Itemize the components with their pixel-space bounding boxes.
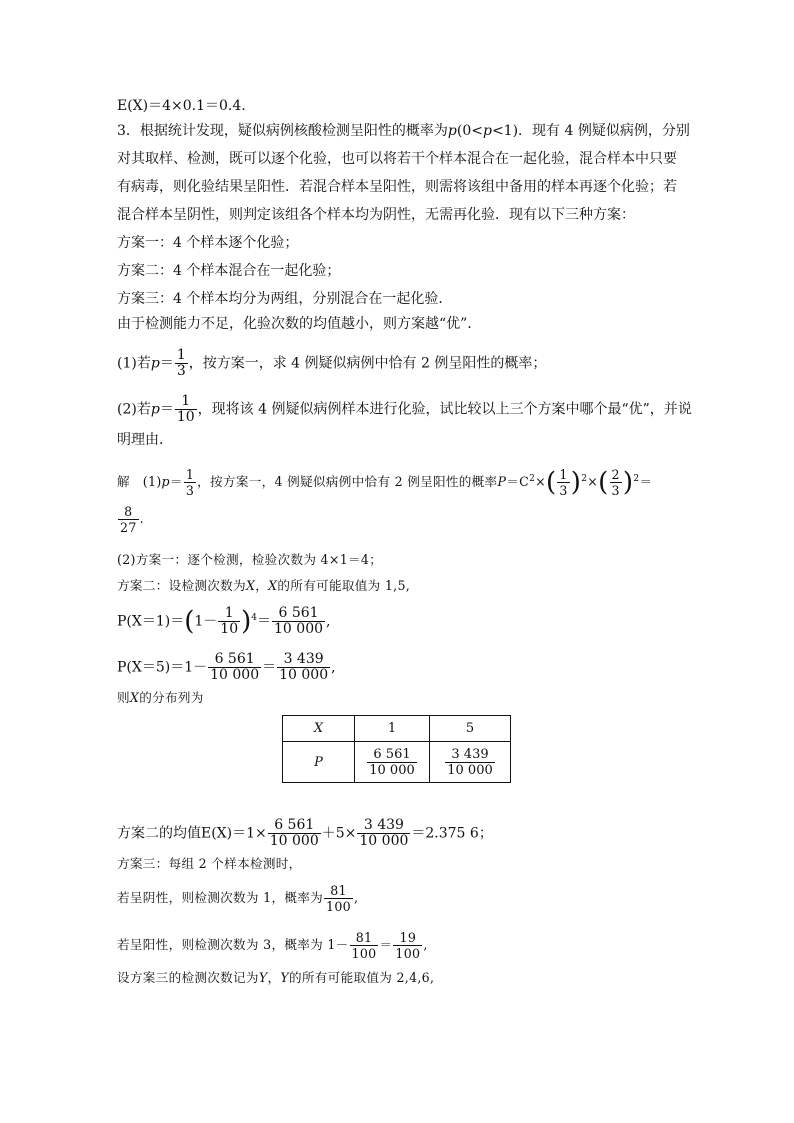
fraction: $\frac{19}{100}$: [395, 930, 421, 961]
fraction: $\frac{1}{10}$: [220, 605, 239, 637]
positive-case-line: 若呈阳性，则检测次数为 3，概率为 1－ $\frac{81}{100}$ ＝ $\frac{19}{100}$ ,: [117, 930, 428, 961]
question-2: (2)若p＝ $\frac{1}{10}$ ，现将该 4 例疑似病例样本进行化验，试比较以上三个方案中哪个最“优”，并说: [117, 393, 692, 425]
fraction: $\frac{6 561}{10 000}$: [210, 651, 260, 683]
table-cell: P: [283, 742, 355, 783]
table-cell: [355, 742, 430, 783]
text-line: 由于检测能力不足，化验次数的均值越小，则方案越“优”．: [117, 316, 482, 332]
fraction: $\frac{1}{10}$: [176, 393, 195, 425]
fraction: $\frac{1}{3}$: [176, 347, 186, 379]
fraction: $\frac{6 561}{10 000}$: [274, 605, 324, 637]
solution-2-plan-1: (2)方案一：逐个检测，检验次数为 4×1＝4；: [117, 552, 383, 567]
table-row: [283, 716, 511, 742]
fraction: $\frac{3 439}{10 000}$: [279, 651, 329, 683]
fraction: $\frac{3 439}{10 000}$: [359, 817, 409, 849]
solution-2-plan-2: 方案二：设检测次数为X，X的所有可能取值为 1,5,: [117, 578, 411, 593]
text-line: E(X)＝4×0.1＝0.4.: [117, 98, 246, 114]
fraction: $\frac{8}{27}$: [120, 504, 137, 535]
plan-3-line: 方案三：4 个样本均分为两组，分别混合在一起化验．: [117, 291, 453, 307]
solution-2-plan-3: 方案三：每组 2 个样本检测时，: [117, 856, 302, 871]
probability-x-5: P(X＝5)＝1－ $\frac{6 561}{10 000}$ ＝ $\frac{3 439}{10 000}$ ,: [117, 651, 336, 683]
fraction: $\frac{81}{100}$: [351, 930, 377, 961]
plan-1-line: 方案一：4 个样本逐个化验；: [117, 235, 299, 251]
table-header-cell: 5: [430, 716, 511, 742]
distribution-intro: 则X的分布列为: [117, 690, 204, 705]
fraction: $\frac{3 439}{10 000}$: [447, 746, 493, 778]
table-header-cell: X: [283, 716, 355, 742]
text-line: 有病毒，则化验结果呈阳性．若混合样本呈阳性，则需将该组中备用的样本再逐个化验；若: [117, 179, 677, 195]
text-line: 明理由．: [117, 432, 173, 448]
question-1: (1)若p＝ $\frac{1}{3}$ ，按方案一，求 4 例疑似病例中恰有 2 例呈阳性的概率；: [117, 347, 547, 379]
solution-1-result: $\frac{8}{27}$ .: [120, 504, 144, 535]
text-line: 混合样本呈阴性，则判定该组各个样本均为阴性，无需再化验．现有以下三种方案：: [117, 207, 635, 223]
distribution-table: [282, 715, 511, 783]
plan-2-mean: 方案二的均值E(X)＝1× $\frac{6 561}{10 000}$ ＋5× $\frac{3 439}{10 000}$ ＝2.375 6；: [117, 817, 493, 849]
plan-3-values-line: 设方案三的检测次数记为Y，Y的所有可能取值为 2,4,6,: [117, 970, 435, 985]
fraction: $\frac{1}{3}$: [185, 467, 195, 498]
probability-x-1: P(X＝1)＝(1－ $\frac{1}{10}$ )$^4$＝ $\frac{6 561}{10 000}$ ,: [117, 605, 331, 637]
solution-1: 解 (1)p＝ $\frac{1}{3}$ ，按方案一，4 例疑似病例中恰有 2 例呈阳性的概率$P=C^2\times$( $\frac{1}{3}$ )$^2$×( $\frac{2}{3}$ )$^2$＝: [117, 467, 653, 498]
fraction: $\frac{2}{3}$: [611, 467, 620, 498]
fraction: $\frac{6 561}{10 000}$: [369, 746, 415, 778]
fraction: $\frac{6 561}{10 000}$: [269, 817, 319, 849]
text-line: 对其取样、检测，既可以逐个化验，也可以将若干个样本混合在一起化验，混合样本中只要: [117, 151, 677, 167]
table-header-cell: 1: [355, 716, 430, 742]
plan-2-line: 方案二：4 个样本混合在一起化验；: [117, 263, 341, 279]
table-row: [283, 742, 511, 783]
table-cell: [430, 742, 511, 783]
fraction: $\frac{81}{100}$: [326, 883, 351, 914]
fraction: $\frac{1}{3}$: [559, 467, 568, 498]
problem-3-line: 3．根据统计发现，疑似病例核酸检测呈阳性的概率为p(0<p<1)．现有 4 例疑似病例，分别: [117, 123, 690, 139]
negative-case-line: 若呈阴性，则检测次数为 1，概率为 $\frac{81}{100}$ ,: [117, 883, 359, 914]
